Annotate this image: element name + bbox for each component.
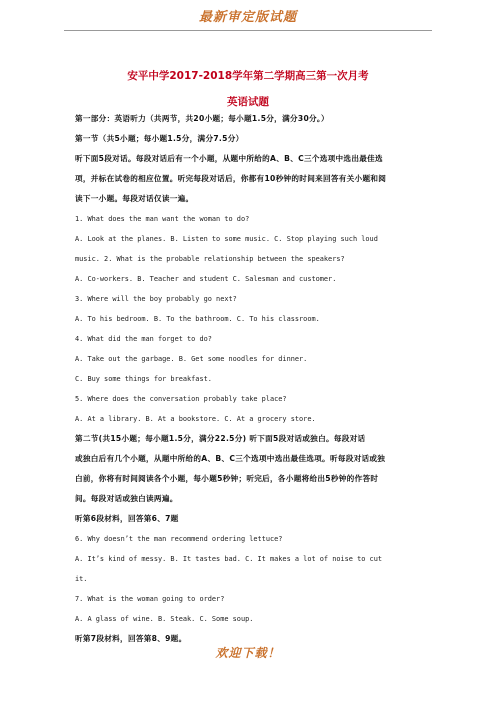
instruction-line: 第一节（共5小题；每小题1.5分，满分7.5分） <box>75 134 244 143</box>
instruction-line: 听第6段材料，回答第6、7题 <box>75 514 179 523</box>
instruction-line: 项，并标在试卷的相应位置。听完每段对话后，你都有10秒钟的时间来回答有关小题和阅 <box>75 174 387 183</box>
question-line: 7. What is the woman going to order? <box>75 595 225 603</box>
instruction-line: 第一部分：英语听力（共两节，共20小题；每小题1.5分，满分30分。） <box>75 114 329 123</box>
question-line: A. It’s kind of messy. B. It tastes bad. C. It makes a lot of noise to cut <box>75 555 382 563</box>
header-banner: 最新审定版试题 <box>198 10 297 25</box>
question-line: 4. What did the man forget to do? <box>75 335 212 343</box>
question-line: 1. What does the man want the woman to do? <box>75 215 250 223</box>
question-line: A. Co-workers. B. Teacher and student C. Salesman and customer. <box>75 275 337 283</box>
header-divider <box>64 30 432 31</box>
instruction-line: 间。每段对话或独白读两遍。 <box>75 494 178 503</box>
question-line: A. At a library. B. At a bookstore. C. At a grocery store. <box>75 415 316 423</box>
instruction-line: 第二节(共15小题；每小题1.5分，满分22.5分) 听下面5段对话或独白。每段对话 <box>75 434 366 443</box>
instruction-line: 白前，你将有时间阅读各个小题，每小题5秒钟；听完后，各小题将给出5秒钟的作答时 <box>75 474 379 483</box>
question-line: music. 2. What is the probable relationship between the speakers? <box>75 255 345 263</box>
question-line: 5. Where does the conversation probably take place? <box>75 395 287 403</box>
exam-subtitle: 英语试题 <box>227 96 269 108</box>
question-line: A. A glass of wine. B. Steak. C. Some soup. <box>75 615 254 623</box>
question-line: A. To his bedroom. B. To the bathroom. C. To his classroom. <box>75 315 320 323</box>
question-line: A. Take out the garbage. B. Get some noodles for dinner. <box>75 355 308 363</box>
instruction-line: 听第7段材料，回答第8、9题。 <box>75 634 187 643</box>
instruction-line: 听下面5段对话。每段对话后有一个小题，从题中所给的A、B、C三个选项中选出最佳选 <box>75 154 383 163</box>
document-body <box>75 114 425 654</box>
footer-banner: 欢迎下载！ <box>215 646 281 660</box>
question-line: 6. Why doesn’t the man recommend ordering lettuce? <box>75 535 283 543</box>
question-line: 3. Where will the boy probably go next? <box>75 295 237 303</box>
question-line: C. Buy some things for breakfast. <box>75 375 212 383</box>
question-line: A. Look at the planes. B. Listen to some music. C. Stop playing such loud <box>75 235 378 243</box>
instruction-line: 读下一小题。每段对话仅读一遍。 <box>75 194 194 203</box>
exam-title: 安平中学2017-2018学年第二学期高三第一次月考 <box>127 70 369 82</box>
instruction-line: 或独白后有几个小题，从题中所给的A、B、C三个选项中选出最佳选项。听每段对话或独 <box>75 454 386 463</box>
question-line: it. <box>75 575 88 583</box>
